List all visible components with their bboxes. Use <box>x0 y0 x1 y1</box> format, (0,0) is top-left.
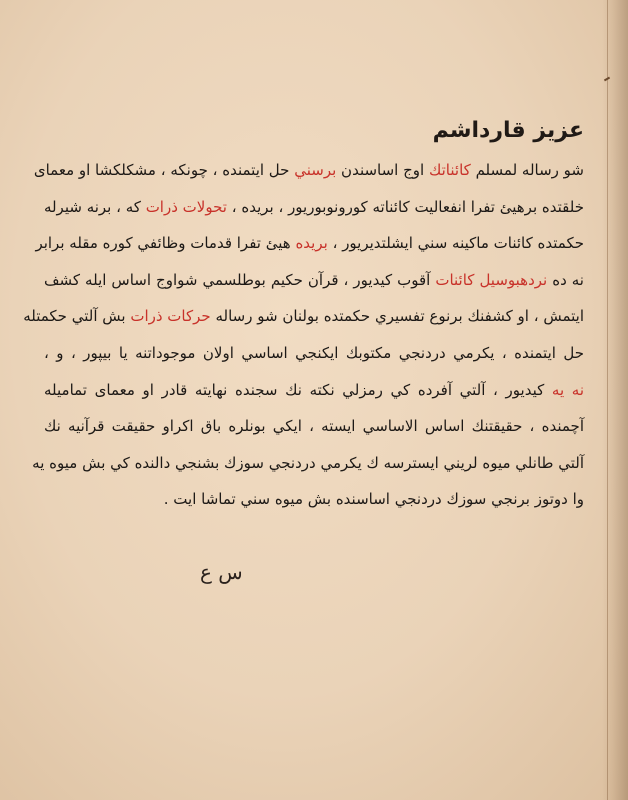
highlighted-word: نه يه <box>551 380 584 399</box>
highlighted-word: تحولات ذرات <box>145 197 227 216</box>
text-line <box>44 372 584 409</box>
text-line <box>33 152 584 189</box>
text-segment: هيئ تفرا قدمات وظائفي كوره مقله برابر <box>35 234 296 253</box>
text-segment: خلقتده برهيئ تفرا انفعاليت كائناته كورونوبوريور ، بريده ، <box>226 197 584 216</box>
highlighted-word: نردهبوسيل كائنات <box>435 270 548 289</box>
text-segment: آچمنده ، حقيقتنك اساس الاساسي ايسته ، ايكي بونلره باق اكراو حقيقت قرآنيه نك <box>44 417 584 436</box>
highlighted-word: بريده <box>295 234 328 253</box>
text-segment: آقوب كيديور ، قرآن حكيم بوطلسمي شواوج اساس ايله كشف <box>44 270 436 289</box>
text-line <box>23 298 584 335</box>
text-line <box>35 225 584 262</box>
text-segment: حل ايتمنده ، يكرمي دردنجي مكتوبك ايكنجي اساسي اولان موجوداتنه يا بيپور ، و ، <box>44 343 584 362</box>
highlighted-word: حركات ذرات <box>130 307 211 326</box>
text-segment: آلتي طانلي ميوه لريني ايسترسه ك يكرمي دردنجي سوزك بشنجي دالنده كي بش ميوه يه <box>32 453 584 472</box>
text-line <box>44 408 584 445</box>
text-line <box>44 335 584 372</box>
signature: س ع <box>200 560 243 584</box>
text-segment: نه ده <box>547 270 584 289</box>
text-segment: كه ، برنه شيرله <box>43 197 146 216</box>
highlighted-word: كائناتك <box>428 161 471 179</box>
text-line <box>44 262 584 299</box>
text-line <box>44 189 584 226</box>
text-segment: شو رساله لمسلم <box>470 161 584 179</box>
letter-heading: عزيز قارداشم <box>432 118 584 143</box>
text-segment: وا دوتوز برنجي سوزك دردنجي اساسنده بش ميوه سني تماشا ايت . <box>163 490 584 509</box>
letter-body <box>23 152 584 518</box>
text-segment: حل ايتمنده ، چونكه ، مشكلكشا او معماى <box>33 161 295 179</box>
text-segment: اوج اساسندن <box>336 161 429 179</box>
text-line <box>32 445 584 482</box>
text-segment: بش آلتي حكمتله <box>23 307 131 326</box>
text-segment: حكمتده كائنات ماكينه سني ايشلتديريور ، <box>327 234 584 253</box>
page-fold-line <box>607 0 608 800</box>
text-segment: كيديور ، آلتي آفرده كي رمزلي نكته نك سجنده نهايته قادر او معماى تماميله <box>44 380 552 399</box>
text-line <box>44 481 584 518</box>
highlighted-word: برسني <box>294 161 337 179</box>
page-spine-shadow <box>602 0 628 800</box>
text-segment: ايتمش ، او كشفنك برنوع تفسيري حكمتده بولنان شو رساله <box>210 307 584 326</box>
